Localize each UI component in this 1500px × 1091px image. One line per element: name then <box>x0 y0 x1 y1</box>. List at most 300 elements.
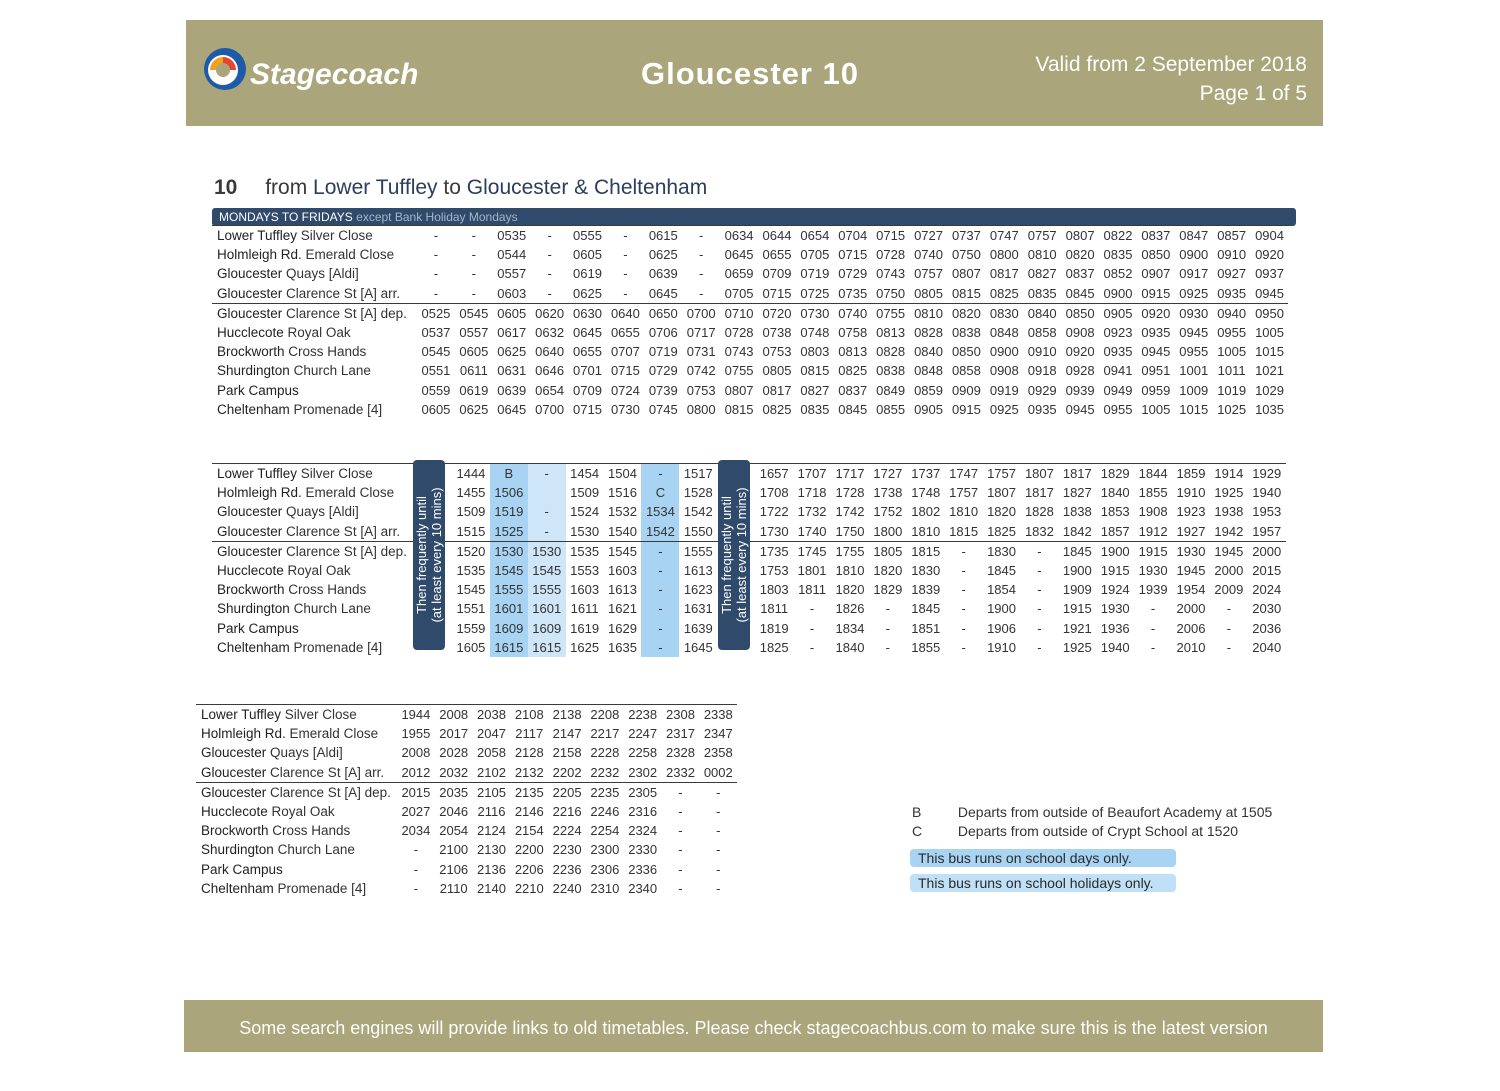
time-cell: 0729 <box>648 363 678 379</box>
route-to-word: to <box>443 176 461 199</box>
stop-place: Gloucester <box>201 764 267 780</box>
table-row <box>196 743 737 762</box>
time-cell: 2247 <box>628 726 658 742</box>
stop-detail: Silver Close <box>281 707 357 723</box>
time-cell: - <box>699 285 704 301</box>
day-band-days: MONDAYS TO FRIDAYS <box>219 210 353 224</box>
time-cell: 1842 <box>1062 523 1092 539</box>
time-cell: 1455 <box>456 485 486 501</box>
time-cell: 2238 <box>624 705 662 725</box>
time-cell: 0929 <box>1027 382 1057 398</box>
time-cell: 0915 <box>1141 285 1171 301</box>
stop-name <box>212 638 417 657</box>
time-cell: - <box>1020 541 1058 561</box>
time-cell: 1939 <box>1138 582 1168 598</box>
time-cell: 2128 <box>514 745 544 761</box>
time-cell: 1635 <box>608 639 637 655</box>
time-cell: 2015 <box>397 782 435 802</box>
route-origin: Lower Tuffley <box>313 176 438 199</box>
time-cell: - <box>678 842 683 858</box>
time-cell: 0706 <box>648 325 678 341</box>
stop-place: Gloucester <box>217 285 283 301</box>
table-row <box>212 361 1288 380</box>
time-cell: - <box>885 639 891 655</box>
time-cell: - <box>1037 620 1042 636</box>
time-cell: 1801 <box>797 563 827 579</box>
time-cell: 0605 <box>493 303 531 323</box>
time-cell: 2008 <box>401 745 431 761</box>
stop-detail: Promenade [4] <box>289 401 383 417</box>
table-row <box>196 840 737 859</box>
stop-detail: Cross Hands <box>284 582 367 598</box>
stop-detail: Church Lane <box>273 842 355 858</box>
freq-line2: (at least every 10 mins) <box>734 487 749 623</box>
time-cell: - <box>531 226 569 246</box>
time-cell: 0919 <box>989 382 1019 398</box>
time-cell: 2258 <box>628 745 658 761</box>
time-cell: 0835 <box>1027 285 1057 301</box>
stop-place: Gloucester <box>217 305 283 321</box>
time-cell: 0838 <box>876 363 906 379</box>
time-cell: 0750 <box>951 247 981 263</box>
time-cell: 0852 <box>1103 266 1133 282</box>
stop-place: Hucclecote <box>201 804 268 820</box>
time-cell: 0715 <box>610 363 640 379</box>
stop-name <box>212 284 417 304</box>
time-cell: 1817 <box>1024 485 1054 501</box>
stop-name <box>212 522 417 542</box>
time-cell: - <box>641 561 679 580</box>
time-cell: 2028 <box>439 745 469 761</box>
time-cell: 0659 <box>724 266 754 282</box>
time-cell: 1815 <box>907 541 945 561</box>
stop-name <box>212 303 417 323</box>
time-cell: 2058 <box>477 745 506 761</box>
time-cell: 0807 <box>724 382 754 398</box>
time-cell: 2138 <box>548 705 586 725</box>
time-cell: 0817 <box>762 382 792 398</box>
time-cell: 0925 <box>989 401 1019 417</box>
time-cell: - <box>433 247 439 263</box>
time-cell: 0920 <box>1255 247 1284 263</box>
time-cell: - <box>641 580 679 599</box>
time-cell: 0945 <box>1179 325 1209 341</box>
time-cell: 2130 <box>477 842 506 858</box>
time-cell: 2027 <box>401 804 431 820</box>
time-cell: 0820 <box>947 303 985 323</box>
time-cell: 2147 <box>552 726 582 742</box>
time-cell: 2010 <box>1176 639 1206 655</box>
time-cell: - <box>662 782 700 802</box>
time-cell: 1942 <box>1214 523 1244 539</box>
time-cell: 1005 <box>1255 325 1284 341</box>
time-cell: 1810 <box>911 523 941 539</box>
time-cell: 2009 <box>1214 582 1244 598</box>
time-cell: - <box>433 285 439 301</box>
time-cell: 2047 <box>477 726 506 742</box>
stop-detail: Clarence St [A] arr. <box>282 285 401 301</box>
time-cell: 2230 <box>552 842 582 858</box>
time-cell: 1825 <box>759 639 789 655</box>
stop-detail: Quays [Aldi] <box>282 504 359 520</box>
time-cell: 1954 <box>1176 582 1206 598</box>
time-cell: 2102 <box>477 764 506 780</box>
stop-place: Park Campus <box>217 382 299 398</box>
time-cell: 0825 <box>762 401 792 417</box>
time-cell: 2040 <box>1252 639 1282 655</box>
time-cell: 1923 <box>1176 504 1206 520</box>
time-cell: 0850 <box>1141 247 1171 263</box>
time-cell: 1542 <box>641 522 679 542</box>
stop-detail: Clarence St [A] dep. <box>282 543 407 559</box>
time-cell: 1516 <box>608 485 637 501</box>
time-cell: 0707 <box>610 344 640 360</box>
time-cell: 2232 <box>590 764 620 780</box>
time-cell: 1717 <box>831 464 869 484</box>
time-cell: 1728 <box>835 485 865 501</box>
stop-detail: Emerald Close <box>301 247 395 263</box>
note-c-key: C <box>912 823 923 839</box>
table-row <box>212 381 1288 400</box>
time-cell: 1945 <box>1176 563 1206 579</box>
table-row <box>196 802 737 821</box>
time-cell: 0955 <box>1217 325 1247 341</box>
stop-name <box>212 400 417 419</box>
time-cell: 0605 <box>573 247 602 263</box>
stop-detail: Silver Close <box>297 466 373 482</box>
time-cell: 0544 <box>497 247 527 263</box>
time-cell: 0807 <box>1061 226 1099 246</box>
page-title: Gloucester 10 <box>641 56 860 91</box>
time-cell: - <box>699 247 704 263</box>
stop-name <box>212 599 417 618</box>
time-cell: 0850 <box>1061 303 1099 323</box>
time-cell: - <box>1150 601 1156 617</box>
time-cell: 1752 <box>873 504 903 520</box>
time-cell: 1853 <box>1100 504 1130 520</box>
time-cell: 0737 <box>947 226 985 246</box>
time-cell: 1832 <box>1024 523 1054 539</box>
time-cell: 1609 <box>490 619 528 638</box>
time-cell: 1900 <box>987 601 1016 617</box>
time-cell: 1019 <box>1217 382 1247 398</box>
time-cell: 1912 <box>1138 523 1168 539</box>
time-cell: 0617 <box>497 325 527 341</box>
time-cell: 2135 <box>510 782 548 802</box>
freq-line2: (at least every 10 mins) <box>429 487 444 623</box>
time-cell: 1005 <box>1141 401 1171 417</box>
stop-detail: Promenade [4] <box>289 639 383 655</box>
time-cell: 1750 <box>835 523 865 539</box>
time-cell: - <box>641 541 679 561</box>
stop-name <box>212 561 417 580</box>
time-cell: 1800 <box>873 523 903 539</box>
time-cell: 2110 <box>439 880 468 896</box>
time-cell: 0727 <box>910 226 948 246</box>
time-cell: 1900 <box>1062 563 1092 579</box>
time-cell: 0757 <box>914 266 943 282</box>
table-row <box>196 860 737 879</box>
time-cell: 1732 <box>797 504 827 520</box>
time-cell: 0920 <box>1137 303 1175 323</box>
stop-name <box>212 342 417 361</box>
time-cell: 1657 <box>755 464 793 484</box>
time-cell: 0822 <box>1099 226 1137 246</box>
time-cell: 2017 <box>439 726 469 742</box>
time-cell: 1708 <box>759 485 789 501</box>
time-cell: 1011 <box>1217 363 1246 379</box>
time-cell: 1645 <box>683 639 713 655</box>
stop-detail: Cross Hands <box>268 823 351 839</box>
timetable-evening <box>196 704 737 898</box>
time-cell: - <box>471 247 476 263</box>
time-cell: 0742 <box>686 363 716 379</box>
time-cell: 0645 <box>648 285 678 301</box>
time-cell: 0730 <box>610 401 640 417</box>
time-cell: 0907 <box>1141 266 1171 282</box>
time-cell: - <box>961 601 966 617</box>
time-cell: 0750 <box>876 285 906 301</box>
time-cell: - <box>547 266 552 282</box>
time-cell: 1727 <box>869 464 907 484</box>
time-cell: 1613 <box>608 582 637 598</box>
time-cell: 1722 <box>759 504 789 520</box>
time-cell: 1025 <box>1217 401 1247 417</box>
time-cell: 1707 <box>793 464 831 484</box>
footer-band: Some search engines will provide links to old timetables. Please check stagecoachbus.com to make sure this is the latest version <box>184 1000 1323 1052</box>
time-cell: 0849 <box>876 382 906 398</box>
time-cell: 0535 <box>493 226 531 246</box>
stop-name <box>196 705 397 725</box>
time-cell: 2108 <box>510 705 548 725</box>
time-cell: 2015 <box>1252 563 1282 579</box>
time-cell: 1921 <box>1062 620 1092 636</box>
time-cell: 2330 <box>628 842 658 858</box>
stop-place: Shurdington <box>201 842 274 858</box>
time-cell: 1540 <box>608 523 637 539</box>
time-cell: 0719 <box>800 266 830 282</box>
time-cell: 2000 <box>1214 563 1244 579</box>
time-cell: 1625 <box>570 639 600 655</box>
time-cell: 1005 <box>1217 344 1247 360</box>
time-cell: 0557 <box>459 325 489 341</box>
time-cell: 0630 <box>569 303 607 323</box>
time-cell: - <box>433 266 439 282</box>
time-cell: 0945 <box>1141 344 1171 360</box>
time-cell: 2117 <box>515 726 544 742</box>
time-cell: - <box>413 880 419 896</box>
time-cell: 2228 <box>590 745 620 761</box>
time-cell: 1828 <box>1024 504 1054 520</box>
table-row <box>196 705 737 725</box>
time-cell: 1530 <box>490 541 528 561</box>
time-cell: - <box>606 226 644 246</box>
time-cell: 1738 <box>873 485 903 501</box>
frequency-note-text <box>719 487 749 622</box>
time-cell: 2035 <box>435 782 473 802</box>
time-cell: 2024 <box>1252 582 1282 598</box>
stop-name <box>212 580 417 599</box>
time-cell: 1757 <box>949 485 979 501</box>
time-cell: 0928 <box>1065 363 1095 379</box>
time-cell: 1854 <box>987 582 1016 598</box>
time-cell: 2006 <box>1176 620 1206 636</box>
time-cell: 0743 <box>724 344 754 360</box>
time-cell: 1555 <box>528 580 566 599</box>
time-cell: 1955 <box>401 726 431 742</box>
time-cell: 0805 <box>914 285 943 301</box>
time-cell: 2124 <box>477 823 506 839</box>
time-cell: 1820 <box>873 563 903 579</box>
route-number: 10 <box>214 176 238 199</box>
time-cell: 0743 <box>876 266 906 282</box>
stop-place: Hucclecote <box>217 325 284 341</box>
time-cell: 1805 <box>869 541 907 561</box>
stop-name <box>196 840 397 859</box>
time-cell: 1807 <box>1020 464 1058 484</box>
time-cell: 0825 <box>989 285 1019 301</box>
stop-place: Hucclecote <box>217 563 284 579</box>
time-cell: 0905 <box>1099 303 1137 323</box>
time-cell: 2254 <box>590 823 620 839</box>
stop-detail: Church Lane <box>289 601 371 617</box>
time-cell: 0645 <box>497 401 527 417</box>
time-cell: 0800 <box>989 247 1019 263</box>
time-cell: 0745 <box>648 401 678 417</box>
stop-name <box>196 782 397 802</box>
time-cell: 2316 <box>628 804 658 820</box>
time-cell: 1542 <box>683 504 713 520</box>
time-cell: 0625 <box>573 285 602 301</box>
time-cell: 0620 <box>531 303 569 323</box>
stop-detail: Clarence St [A] arr. <box>266 764 385 780</box>
note-b-key: B <box>912 804 922 820</box>
time-cell: 0904 <box>1251 226 1289 246</box>
time-cell: 1603 <box>608 563 637 579</box>
time-cell: - <box>528 502 566 521</box>
time-cell: 1555 <box>679 541 717 561</box>
time-cell: 0848 <box>989 325 1019 341</box>
time-cell: 1817 <box>1058 464 1096 484</box>
time-cell: 0709 <box>762 266 792 282</box>
time-cell: 2300 <box>590 842 620 858</box>
time-cell: 0700 <box>535 401 565 417</box>
time-cell: 0820 <box>1065 247 1095 263</box>
time-cell: - <box>641 619 679 638</box>
time-cell: - <box>809 601 815 617</box>
stop-name <box>212 541 417 561</box>
time-cell: 1829 <box>1096 464 1134 484</box>
stop-detail: Royal Oak <box>267 804 335 820</box>
time-cell: 0908 <box>989 363 1019 379</box>
time-cell: 0810 <box>910 303 948 323</box>
time-cell: 1015 <box>1179 401 1209 417</box>
time-cell: 0640 <box>535 344 565 360</box>
table-row <box>212 400 1288 419</box>
time-cell: 1520 <box>452 541 490 561</box>
time-cell: - <box>455 226 493 246</box>
time-cell: 1910 <box>987 639 1016 655</box>
time-cell: 1745 <box>793 541 831 561</box>
time-cell: 0830 <box>985 303 1023 323</box>
time-cell: 0758 <box>838 325 868 341</box>
time-cell: 0855 <box>876 401 906 417</box>
time-cell: 2036 <box>1252 620 1282 636</box>
time-cell: 0923 <box>1103 325 1133 341</box>
time-cell: 0945 <box>1065 401 1095 417</box>
time-cell: 0704 <box>834 226 872 246</box>
time-cell: 1930 <box>1100 601 1130 617</box>
time-cell: 0720 <box>758 303 796 323</box>
time-cell: 0847 <box>1175 226 1213 246</box>
stop-place: Holmleigh Rd. <box>217 247 302 263</box>
brand-name: Stagecoach <box>250 58 419 91</box>
time-cell: 2008 <box>435 705 473 725</box>
time-cell: - <box>699 266 704 282</box>
time-cell: 0935 <box>1141 325 1171 341</box>
day-band <box>212 208 1296 226</box>
stop-place: Lower Tuffley <box>201 707 282 723</box>
time-cell: 0815 <box>951 285 981 301</box>
time-cell: 0905 <box>914 401 943 417</box>
time-cell: 0625 <box>497 344 527 360</box>
time-cell: 0717 <box>686 325 716 341</box>
table-row <box>196 763 737 783</box>
stop-name <box>212 323 417 342</box>
time-cell: 0940 <box>1213 303 1251 323</box>
time-cell: 1629 <box>608 620 637 636</box>
time-cell: 0848 <box>914 363 943 379</box>
time-cell: - <box>716 861 721 877</box>
time-cell: 1545 <box>490 561 528 580</box>
time-cell: 1615 <box>490 638 528 657</box>
time-cell: 1621 <box>608 601 637 617</box>
time-cell: 0755 <box>872 303 910 323</box>
time-cell: 0827 <box>1027 266 1057 282</box>
stop-place: Gloucester <box>217 266 283 282</box>
time-cell: 1631 <box>683 601 713 617</box>
time-cell: - <box>678 880 683 896</box>
time-cell: 1615 <box>528 638 566 657</box>
time-cell: 0625 <box>459 401 489 417</box>
time-cell: 0710 <box>720 303 758 323</box>
time-cell: 0955 <box>1103 401 1133 417</box>
time-cell: 0858 <box>951 363 981 379</box>
time-cell: 0917 <box>1179 266 1209 282</box>
time-cell: 1834 <box>835 620 865 636</box>
time-cell: 0715 <box>872 226 910 246</box>
time-cell: 1829 <box>873 582 903 598</box>
time-cell: 0605 <box>421 401 451 417</box>
time-cell: 2324 <box>628 823 658 839</box>
time-cell: 1845 <box>1058 541 1096 561</box>
time-cell: 2132 <box>514 764 544 780</box>
stop-place: Lower Tuffley <box>217 228 298 244</box>
time-cell: 2202 <box>552 764 582 780</box>
time-cell: 2146 <box>514 804 544 820</box>
time-cell: 1825 <box>987 523 1016 539</box>
time-cell: 1811 <box>798 582 827 598</box>
time-cell: 0920 <box>1065 344 1095 360</box>
time-cell: 0845 <box>1065 285 1095 301</box>
time-cell: 0724 <box>610 382 640 398</box>
time-cell: 0728 <box>876 247 906 263</box>
stop-place: Gloucester <box>217 504 283 520</box>
stop-name <box>196 879 397 898</box>
time-cell: - <box>809 639 815 655</box>
time-cell: 1504 <box>604 464 642 484</box>
time-cell: 0645 <box>573 325 602 341</box>
